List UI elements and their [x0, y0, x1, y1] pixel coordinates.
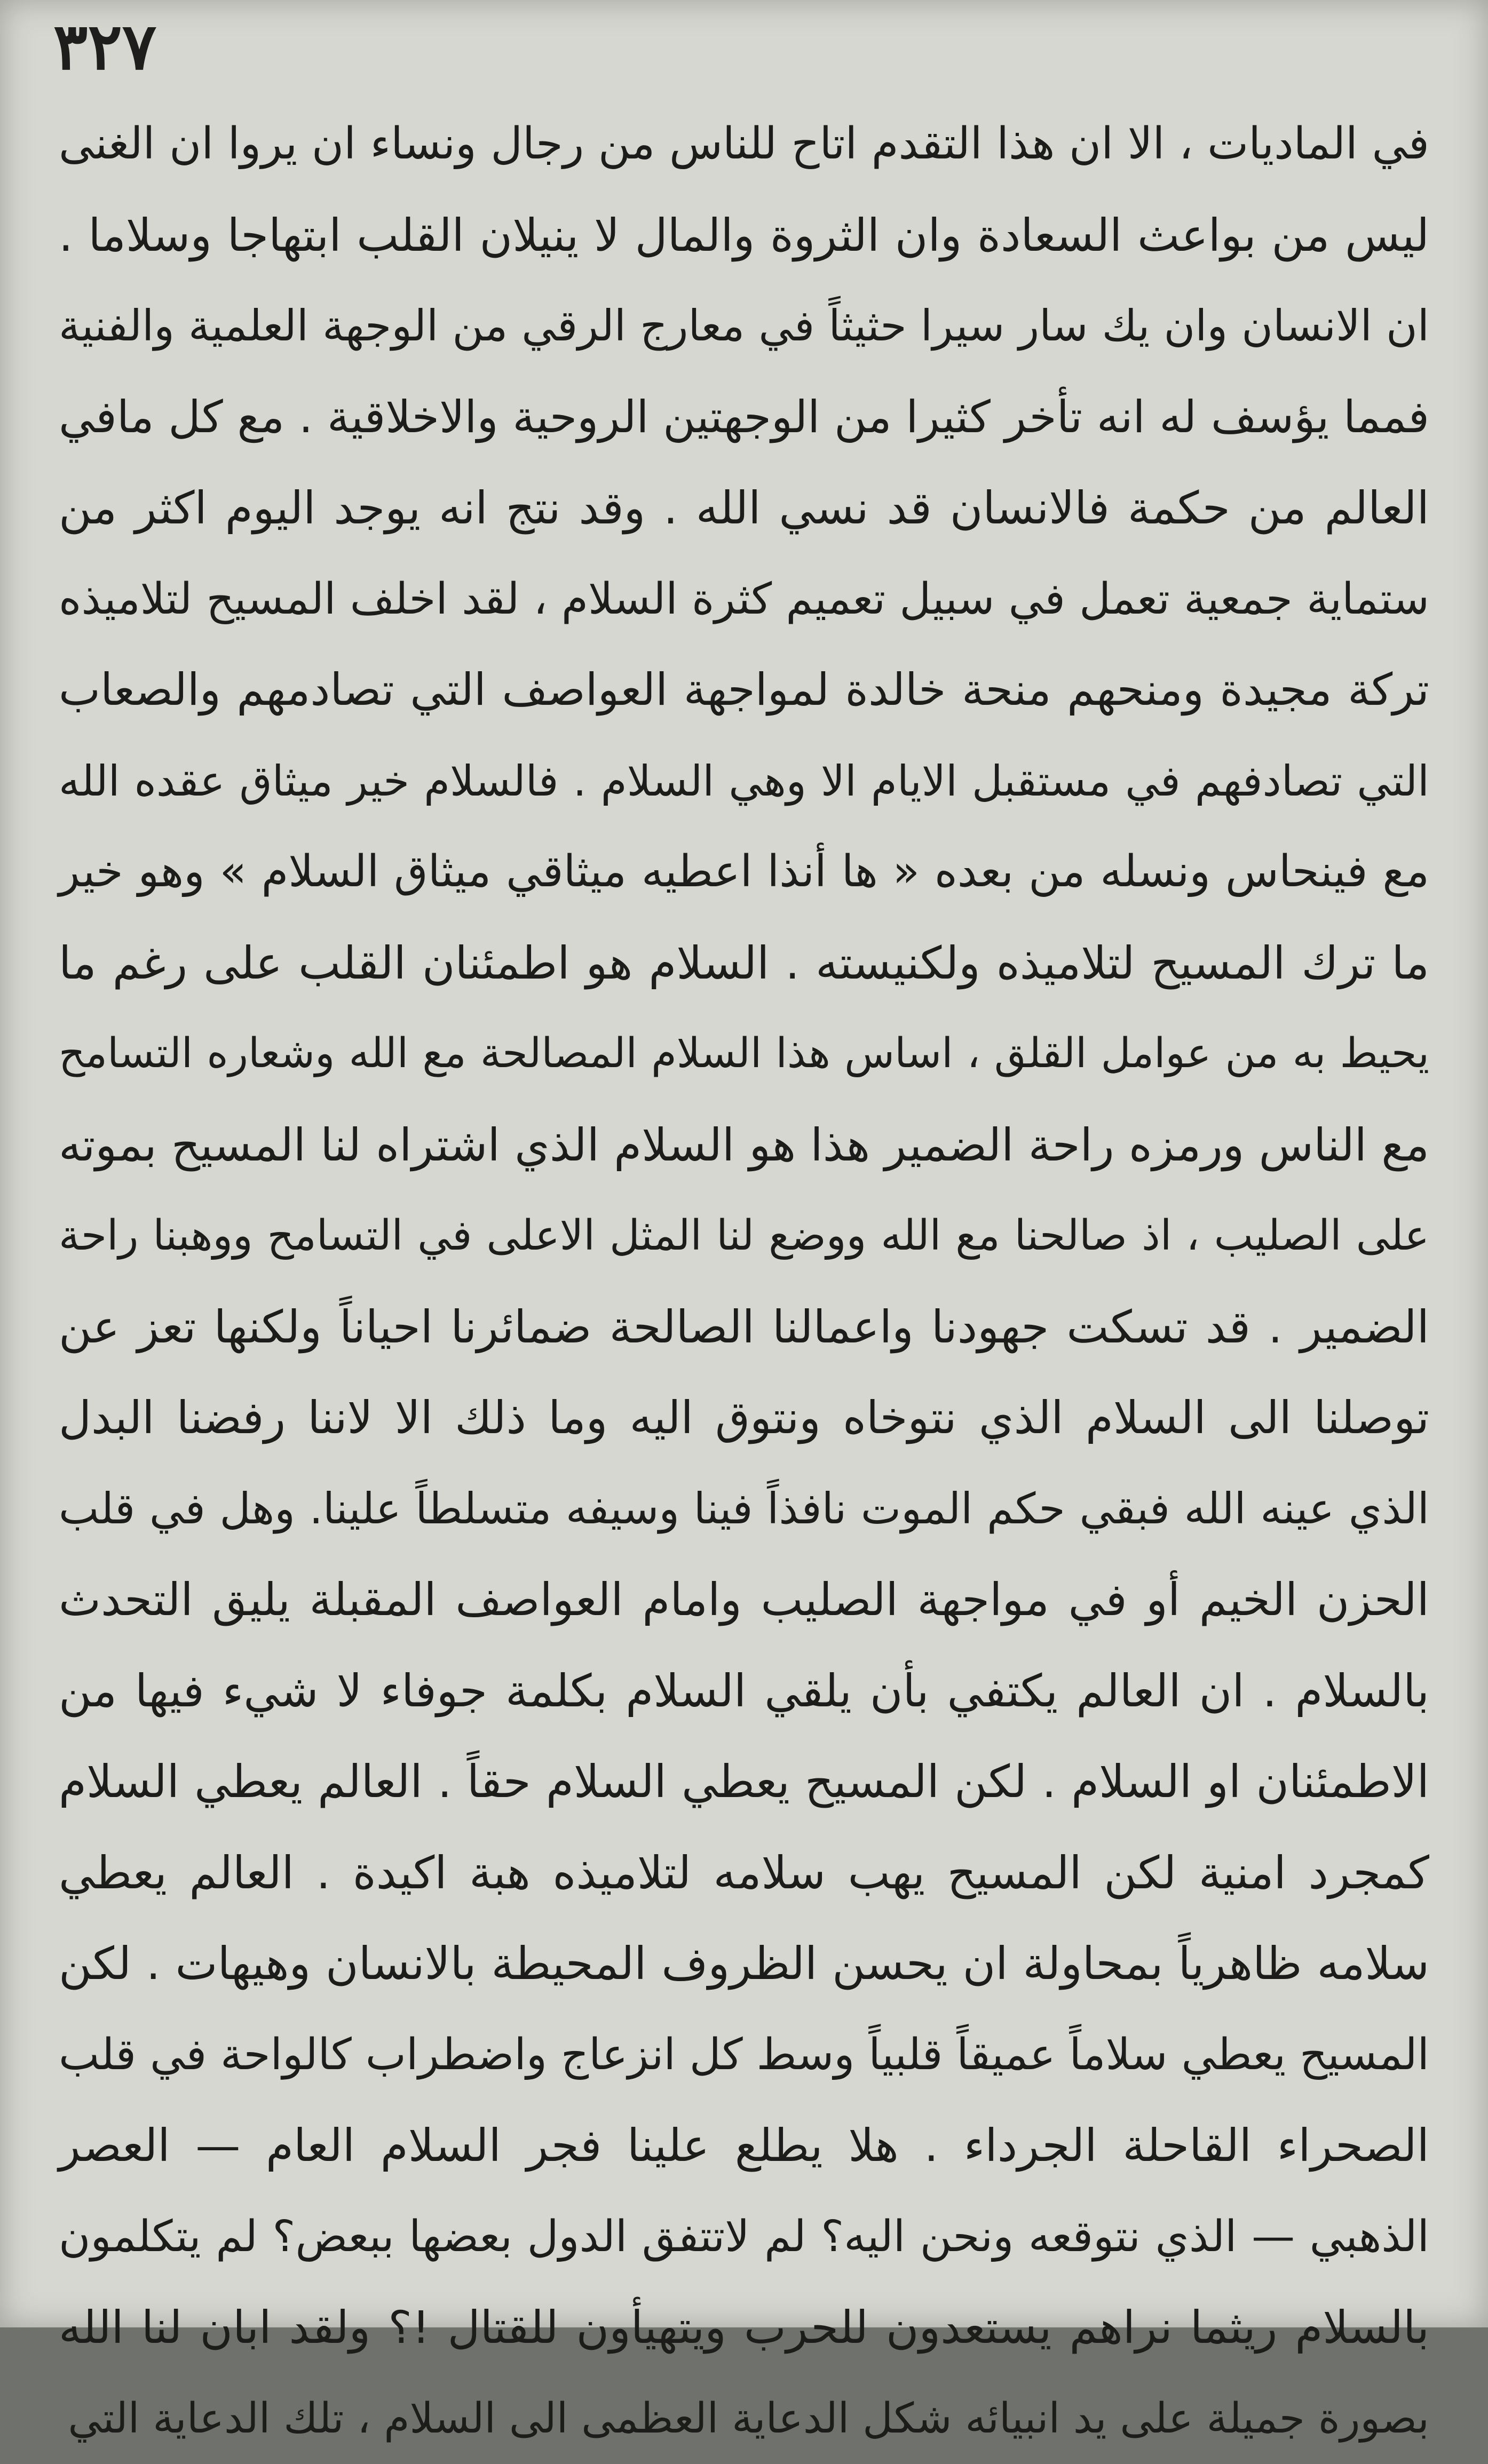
- text-line: الضمير . قد تسكت جهودنا واعمالنا الصالحة ضمائرنا احياناً ولكنها تعز عن: [59, 1282, 1429, 1373]
- text-line: الذهبي — الذي نتوقعه ونحن اليه؟ لم لاتتفق الدول بعضها ببعض؟ لم يتكلمون: [59, 2191, 1429, 2283]
- text-line: مع فينحاس ونسله من بعده « ها أنذا اعطيه ميثاقي ميثاق السلام » وهو خير: [59, 826, 1429, 918]
- text-line: كمجرد امنية لكن المسيح يهب سلامه لتلاميذه هبة اكيدة . العالم يعطي: [59, 1827, 1429, 1919]
- text-line: ان الانسان وان يك سار سيرا حثيثاً في معارج الرقي من الوجهة العلمية والفنية: [59, 281, 1429, 372]
- text-line: الاطمئنان او السلام . لكن المسيح يعطي السلام حقاً . العالم يعطي السلام: [59, 1736, 1429, 1827]
- text-line: بالسلام . ان العالم يكتفي بأن يلقي السلام بكلمة جوفاء لا شيء فيها من: [59, 1646, 1429, 1737]
- text-line: الصحراء القاحلة الجرداء . هلا يطلع علينا فجر السلام العام — العصر: [59, 2100, 1429, 2191]
- text-line: الذي عينه الله فبقي حكم الموت نافذاً فينا وسيفه متسلطاً علينا. وهل في قلب: [59, 1464, 1429, 1555]
- text-line: ليس من بواعث السعادة وان الثروة والمال لا ينيلان القلب ابتهاجا وسلاما .: [59, 190, 1429, 281]
- text-line: على الصليب ، اذ صالحنا مع الله ووضع لنا المثل الاعلى في التسامح ووهبنا راحة: [59, 1190, 1429, 1282]
- text-line: سلامه ظاهرياً بمحاولة ان يحسن الظروف المحيطة بالانسان وهيهات . لكن: [59, 1918, 1429, 2009]
- page-number: ٣٢٧: [53, 15, 156, 79]
- text-line: بالسلام ريثما نراهم يستعدون للحرب ويتهيأون للقتال !؟ ولقد ابان لنا الله: [59, 2282, 1429, 2373]
- text-line: العالم من حكمة فالانسان قد نسي الله . وقد نتج انه يوجد اليوم اكثر من: [59, 463, 1429, 554]
- text-line: بصورة جميلة على يد انبيائه شكل الدعاية العظمى الى السلام ، تلك الدعاية التي: [59, 2373, 1429, 2464]
- text-line: التي تصادفهم في مستقبل الايام الا وهي السلام . فالسلام خير ميثاق عقده الله: [59, 736, 1429, 827]
- text-line: مع الناس ورمزه راحة الضمير هذا هو السلام الذي اشتراه لنا المسيح بموته: [59, 1100, 1429, 1191]
- text-line: ستماية جمعية تعمل في سبيل تعميم كثرة السلام ، لقد اخلف المسيح لتلاميذه: [59, 554, 1429, 645]
- text-line: توصلنا الى السلام الذي نتوخاه ونتوق اليه وما ذلك الا لاننا رفضنا البدل: [59, 1372, 1429, 1464]
- text-line: تركة مجيدة ومنحهم منحة خالدة لمواجهة العواصف التي تصادمهم والصعاب: [59, 645, 1429, 736]
- body-text: [59, 99, 1429, 2464]
- text-line: المسيح يعطي سلاماً عميقاً قلبياً وسط كل انزعاج واضطراب كالواحة في قلب: [59, 2009, 1429, 2101]
- text-line: الحزن الخيم أو في مواجهة الصليب وامام العواصف المقبلة يليق التحدث: [59, 1554, 1429, 1646]
- text-line: في الماديات ، الا ان هذا التقدم اتاح للناس من رجال ونساء ان يروا ان الغنى: [59, 99, 1429, 190]
- text-line: يحيط به من عوامل القلق ، اساس هذا السلام المصالحة مع الله وشعاره التسامح: [59, 1008, 1429, 1100]
- text-line: ما ترك المسيح لتلاميذه ولكنيسته . السلام هو اطمئنان القلب على رغم ما: [59, 918, 1429, 1009]
- text-line: فمما يؤسف له انه تأخر كثيرا من الوجهتين الروحية والاخلاقية . مع كل مافي: [59, 372, 1429, 463]
